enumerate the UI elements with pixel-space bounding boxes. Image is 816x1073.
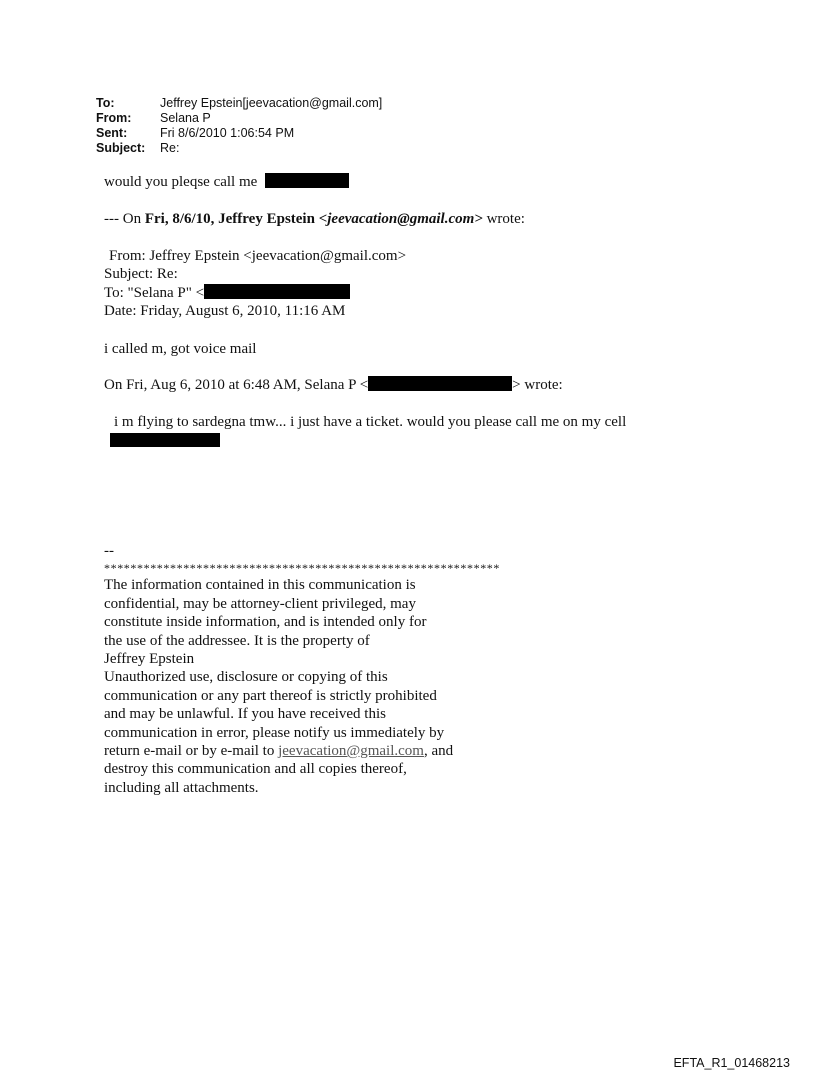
body-line-call: [104, 173, 349, 191]
from-label: From:: [96, 111, 132, 125]
sig-line: confidential, may be attorney-client privileged, may: [104, 595, 416, 612]
called-line: i called m, got voice mail: [104, 341, 257, 357]
document-id: EFTA_R1_01468213: [673, 1056, 790, 1070]
sig-line: including all attachments.: [104, 779, 259, 796]
to-label: To:: [96, 96, 115, 110]
on-line-prefix: On Fri, Aug 6, 2010 at 6:48 AM, Selana P <: [104, 377, 369, 393]
fwd-subject: Subject: Re:: [104, 266, 178, 283]
quote-email: <jeevacation@gmail.com>: [318, 211, 483, 227]
return-suffix: , and: [423, 743, 454, 760]
flying-line: i m flying to sardegna tmw... i just have a ticket. would you please call me on my cell: [114, 414, 627, 430]
return-prefix: return e-mail or by e-mail to: [104, 743, 279, 760]
on-line-suffix: > wrote:: [512, 377, 563, 393]
sig-stars: ************************************************************: [104, 561, 500, 576]
redaction-bar: [265, 173, 349, 188]
from-row: [96, 111, 382, 126]
subject-row: [96, 141, 382, 156]
to-value: Jeffrey Epstein[jeevacation@gmail.com]: [160, 96, 383, 110]
sig-line: communication in error, please notify us immediately by: [104, 724, 445, 741]
sent-value: Fri 8/6/2010 1:06:54 PM: [160, 126, 295, 140]
subject-label: Subject:: [96, 141, 146, 155]
fwd-from: From: Jeffrey Epstein <jeevacation@gmail.com>: [109, 248, 407, 264]
email-link[interactable]: jeevacation@gmail.com: [278, 743, 424, 760]
subject-value: Re:: [160, 141, 180, 155]
forwarded-header: [104, 247, 406, 321]
to-row: [96, 96, 382, 111]
signature: [104, 542, 500, 797]
quote-prefix: --- On: [104, 211, 145, 227]
redaction-bar: [204, 284, 350, 299]
redaction-bar: [368, 376, 512, 391]
quote-intro: [104, 210, 525, 228]
sig-line: constitute inside information, and is intended only for: [104, 614, 427, 631]
sig-line: The information contained in this communication is: [104, 577, 416, 594]
sent-row: [96, 126, 382, 141]
quote-suffix: wrote:: [482, 211, 525, 227]
sig-return-line: [104, 742, 500, 760]
sig-line: destroy this communication and all copies thereof,: [104, 761, 407, 778]
fwd-to: To: "Selana P" <: [104, 284, 205, 301]
on-wrote-line: [104, 376, 563, 394]
call-text: would you pleqse call me: [104, 174, 258, 190]
sig-line: Jeffrey Epstein: [104, 651, 195, 668]
from-value: Selana P: [160, 111, 211, 125]
redaction-bar: [110, 433, 220, 447]
email-header: [96, 96, 382, 156]
sig-line: and may be unlawful. If you have received this: [104, 706, 386, 723]
sent-label: Sent:: [96, 126, 128, 140]
fwd-date: Date: Friday, August 6, 2010, 11:16 AM: [104, 303, 346, 320]
sig-dashes: --: [104, 543, 114, 559]
fwd-to-line: [104, 284, 406, 302]
sig-line: the use of the addressee. It is the property of: [104, 632, 370, 649]
sig-line: Unauthorized use, disclosure or copying of this: [104, 669, 388, 686]
quote-date: Fri, 8/6/10, Jeffrey Epstein: [144, 211, 319, 227]
sig-line: communication or any part thereof is strictly prohibited: [104, 687, 437, 704]
